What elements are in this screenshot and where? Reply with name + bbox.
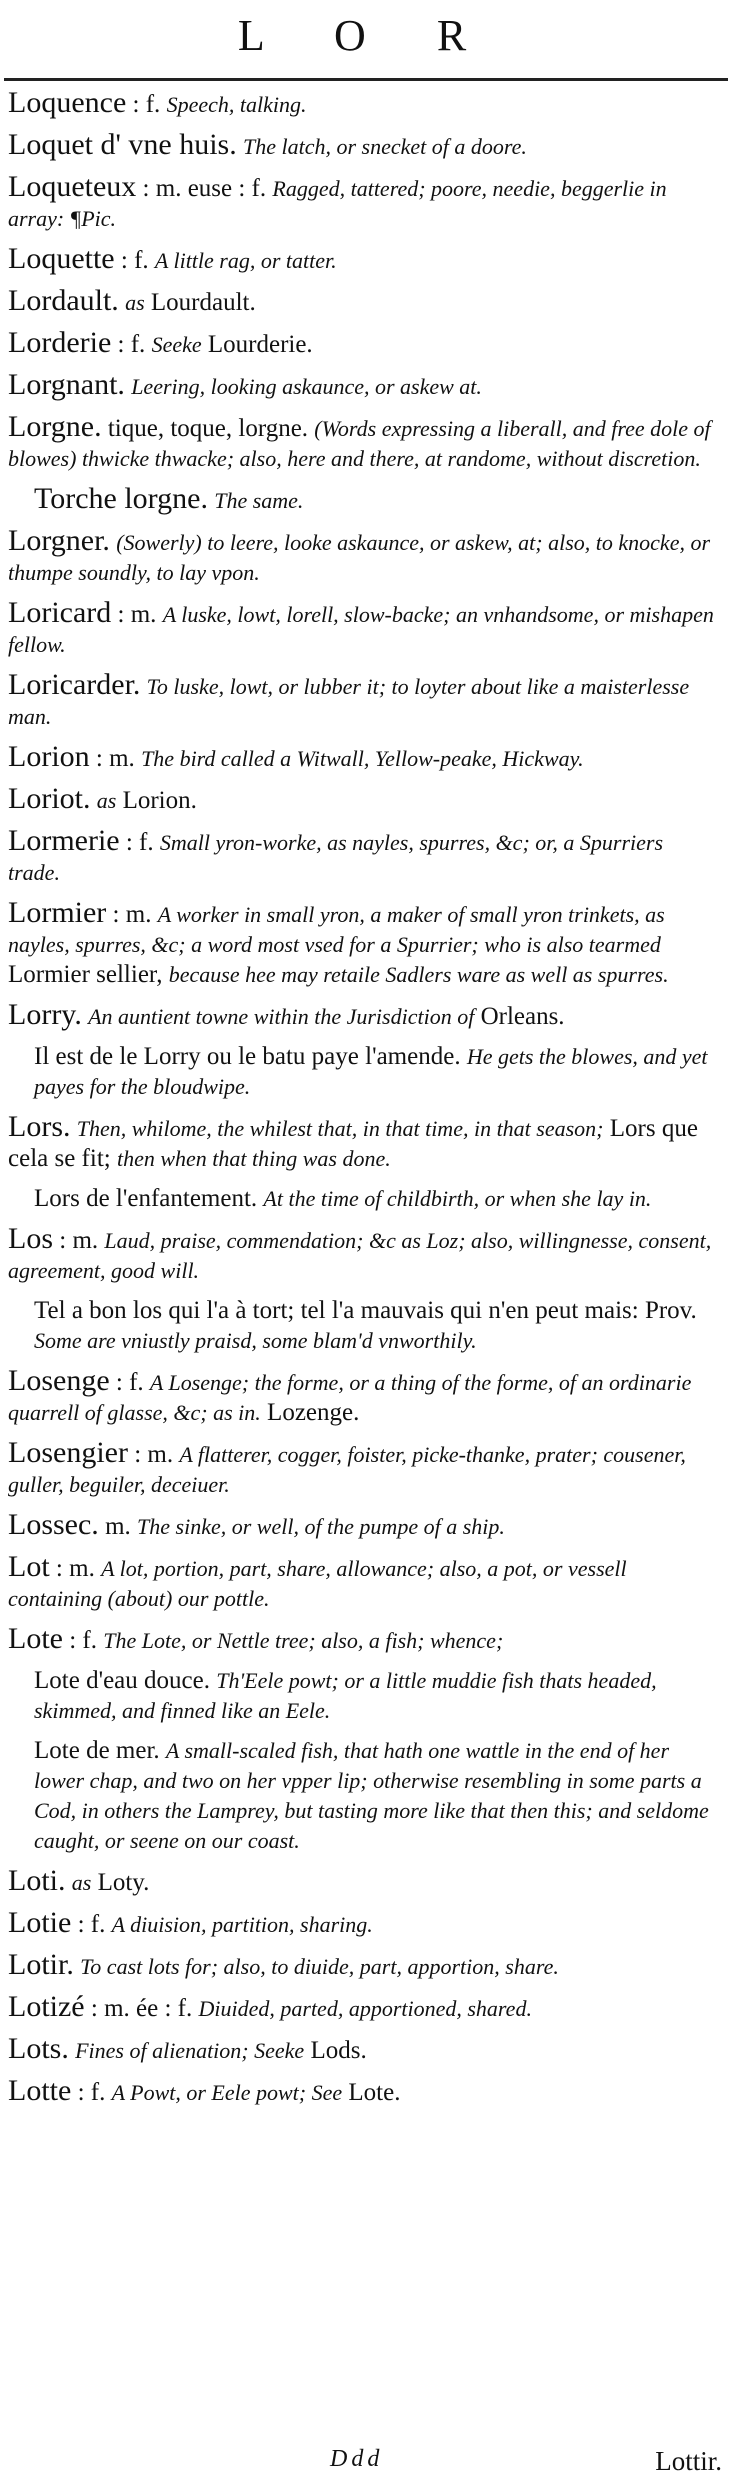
entry-definition: At the time of childbirth, or when she lay in. (263, 1186, 652, 1211)
entry-definition: Laud, praise, commendation; &c as Loz; also, willingnesse, consent, agreement, good will. (8, 1228, 712, 1283)
entry-grammar: : f. (69, 1627, 98, 1654)
dictionary-entry (8, 328, 720, 360)
dictionary-entry (8, 784, 720, 816)
entry-definition: Th'Eele powt; or a little muddie fish thats headed, skimmed, and finned like an Eele. (34, 1668, 657, 1723)
dictionary-entry (8, 130, 720, 162)
entry-definition-continued: then when that thing was done. (116, 1146, 391, 1171)
entry-headword: Lormier (8, 896, 107, 929)
entry-headword: Lotizé (8, 1990, 85, 2023)
entry-cross-reference: Lourderie. (207, 331, 313, 358)
entry-headword: Lorion (8, 740, 90, 773)
entry-definition: A lot, portion, part, share, allowance; also, a pot, or vessell containing (about) our pottle. (8, 1556, 627, 1611)
entry-definition: A little rag, or tatter. (154, 248, 337, 273)
entry-headword: Loquet d' vne huis. (8, 128, 237, 161)
entry-definition: Diuided, parted, apportioned, shared. (198, 1996, 532, 2021)
entry-definition-continued: because hee may retaile Sadlers ware as well as spurres. (168, 962, 669, 987)
entry-headword: Loricard (8, 596, 112, 629)
dictionary-entry (8, 370, 720, 402)
dictionary-entry (8, 484, 720, 516)
entry-cross-reference: Lourdault. (150, 289, 256, 316)
entry-headword: Losenge (8, 1364, 110, 1397)
entry-cross-reference: Lozenge. (267, 1399, 360, 1426)
dictionary-entry (8, 1366, 720, 1428)
entry-definition: The Lote, or Nettle tree; also, a fish; whence; (103, 1628, 504, 1653)
entry-grammar: : m. (134, 1441, 174, 1468)
entry-definition: A flatterer, cogger, foister, picke-thanke, prater; cousener, guller, beguiler, deceiuer. (8, 1442, 686, 1497)
dictionary-entry (8, 1736, 720, 1856)
entry-grammar: : f. (117, 331, 146, 358)
entry-grammar: Tel a bon los qui l'a à tort; tel l'a mauvais qui n'en peut mais: Prov. (34, 1297, 697, 1324)
entry-headword: Lors. (8, 1110, 71, 1143)
dictionary-entry (8, 670, 720, 732)
entry-grammar: : f. (132, 91, 161, 118)
entry-headword: Lormerie (8, 824, 120, 857)
entry-definition: Seeke (151, 332, 202, 357)
entry-grammar: Lote de mer. (34, 1737, 160, 1764)
entry-headword: Lotir. (8, 1948, 74, 1981)
entry-definition: To cast lots for; also, to diuide, part, apportion, share. (80, 1954, 559, 1979)
entry-grammar: : m. (95, 745, 135, 772)
entry-cross-reference: Lormier sellier, (8, 961, 163, 988)
entry-grammar: : f. (77, 1911, 106, 1938)
dictionary-entry (8, 1992, 720, 2024)
entry-headword: Loti. (8, 1864, 66, 1897)
entry-definition: A diuision, partition, sharing. (111, 1912, 373, 1937)
entry-definition: Ragged, tattered; poore, needie, beggerlie in array: ¶Pic. (8, 176, 667, 231)
dictionary-entry (8, 2076, 720, 2108)
entry-cross-reference: Lods. (310, 2037, 367, 2064)
dictionary-entry (8, 1296, 720, 1356)
entry-headword: Loqueteux (8, 170, 137, 203)
signature-mark: Ddd (330, 2446, 384, 2472)
entry-headword: Loquette (8, 242, 115, 275)
entry-cross-reference: Lote. (348, 2079, 401, 2106)
dictionary-entry (8, 1438, 720, 1500)
entry-definition: (Words expressing a liberall, and free dole of blowes) thwicke thwacke; also, here and there, at randome, without discretion. (8, 416, 711, 471)
dictionary-entry (8, 898, 720, 990)
dictionary-entry (8, 1866, 720, 1898)
dictionary-entry (8, 244, 720, 276)
entry-definition: An auntient towne within the Jurisdiction of (88, 1004, 475, 1029)
entry-headword: Torche lorgne. (34, 482, 208, 515)
entry-cross-reference: Orleans. (480, 1003, 565, 1030)
dictionary-entry (8, 412, 720, 474)
entry-grammar: m. (105, 1513, 131, 1540)
entry-headword: Lote (8, 1622, 63, 1655)
entry-definition: Then, whilome, the whilest that, in that time, in that season; (76, 1116, 604, 1141)
entry-grammar: : f. (125, 829, 154, 856)
entry-definition: A small-scaled fish, that hath one wattle in the end of her lower chap, and two on her vpper lip; otherwise resembling in some parts a Cod, in others the Lamprey, but tasting more like that then this; and seldome caught, or seene on our coast. (34, 1738, 709, 1853)
entry-definition: as (96, 788, 117, 813)
dictionary-entry (8, 1666, 720, 1726)
entry-headword: Losengier (8, 1436, 128, 1469)
dictionary-entry (8, 1552, 720, 1614)
entry-headword: Lordault. (8, 284, 119, 317)
dictionary-entry (8, 1112, 720, 1174)
entry-definition: as (71, 1870, 92, 1895)
entry-headword: Lorry. (8, 998, 82, 1031)
entry-definition: The bird called a Witwall, Yellow-peake, Hickway. (141, 746, 584, 771)
entry-grammar: : m. ée : f. (90, 1995, 193, 2022)
entry-grammar: Lote d'eau douce. (34, 1667, 210, 1694)
entry-grammar: : m. (55, 1555, 95, 1582)
entry-grammar: : m. (59, 1227, 99, 1254)
entry-definition: He gets the blowes, and yet payes for the bloudwipe. (34, 1044, 708, 1099)
entry-headword: Lot (8, 1550, 50, 1583)
dictionary-entry (8, 1624, 720, 1656)
entry-headword: Loriot. (8, 782, 91, 815)
entry-definition: The same. (214, 488, 304, 513)
entry-grammar: : m. (117, 601, 157, 628)
dictionary-entry (8, 172, 720, 234)
entry-grammar: : m. euse : f. (142, 175, 267, 202)
entry-headword: Lotte (8, 2074, 72, 2107)
entry-cross-reference: Loty. (97, 1869, 150, 1896)
dictionary-entry (8, 1042, 720, 1102)
entry-headword: Los (8, 1222, 53, 1255)
entry-grammar: Il est de le Lorry ou le batu paye l'amende. (34, 1043, 461, 1070)
entry-grammar: : m. (112, 901, 152, 928)
dictionary-entry (8, 1908, 720, 1940)
entry-definition: A Losenge; the forme, or a thing of the forme, of an ordinarie quarrell of glasse, &c; as in. (8, 1370, 692, 1425)
entry-headword: Lorderie (8, 326, 112, 359)
entry-headword: Lots. (8, 2032, 69, 2065)
header-rule (4, 78, 728, 81)
entry-definition: Small yron-worke, as nayles, spurres, &c; or, a Spurriers trade. (8, 830, 664, 885)
entry-headword: Lorgner. (8, 524, 110, 557)
dictionary-entry (8, 598, 720, 660)
dictionary-entry (8, 742, 720, 774)
entry-definition: A worker in small yron, a maker of small yron trinkets, as nayles, spurres, &c; a word most vsed for a Spurrier; who is also tearmed (8, 902, 665, 957)
entry-grammar: : f. (120, 247, 149, 274)
page-footer (0, 2440, 734, 2490)
entry-grammar: : f. (77, 2079, 106, 2106)
page-title: L O R (237, 11, 497, 60)
entry-grammar: : f. (115, 1369, 144, 1396)
entry-definition: Fines of alienation; Seeke (75, 2038, 305, 2063)
entry-headword: Lorgne. (8, 410, 102, 443)
entry-definition: (Sowerly) to leere, looke askaunce, or askew, at; also, to knocke, or thumpe soundly, to lay vpon. (8, 530, 711, 585)
dictionary-entry (8, 2034, 720, 2066)
entry-definition: Speech, talking. (166, 92, 307, 117)
entry-definition: Leering, looking askaunce, or askew at. (131, 374, 482, 399)
entry-headword: Lotie (8, 1906, 72, 1939)
entry-definition: To luske, lowt, or lubber it; to loyter about like a maisterlesse man. (8, 674, 690, 729)
dictionary-entry (8, 88, 720, 120)
entry-headword: Loquence (8, 86, 127, 119)
dictionary-entry (8, 286, 720, 318)
entry-definition: A Powt, or Eele powt; See (111, 2080, 343, 2105)
entry-list (8, 88, 720, 2118)
entry-cross-reference: Lors que cela se fit; (8, 1115, 698, 1172)
entry-definition: as (125, 290, 145, 315)
dictionary-entry (8, 1184, 720, 1214)
dictionary-entry (8, 1510, 720, 1542)
dictionary-entry (8, 826, 720, 888)
entry-headword: Lorgnant. (8, 368, 125, 401)
dictionary-entry (8, 1000, 720, 1032)
entry-grammar: tique, toque, lorgne. (107, 415, 309, 442)
entry-definition: A luske, lowt, lorell, slow-backe; an vnhandsome, or mishapen fellow. (8, 602, 714, 657)
entry-definition: The sinke, or well, of the pumpe of a ship. (137, 1514, 505, 1539)
entry-definition: The latch, or snecket of a doore. (242, 134, 527, 159)
dictionary-entry (8, 526, 720, 588)
entry-definition: Some are vniustly praisd, some blam'd vnworthily. (34, 1328, 477, 1353)
entry-grammar: Lors de l'enfantement. (34, 1185, 258, 1212)
dictionary-entry (8, 1224, 720, 1286)
catchword: Lottir. (655, 2446, 722, 2476)
entry-headword: Loricarder. (8, 668, 141, 701)
entry-headword: Lossec. (8, 1508, 99, 1541)
entry-cross-reference: Lorion. (122, 787, 197, 814)
dictionary-entry (8, 1950, 720, 1982)
